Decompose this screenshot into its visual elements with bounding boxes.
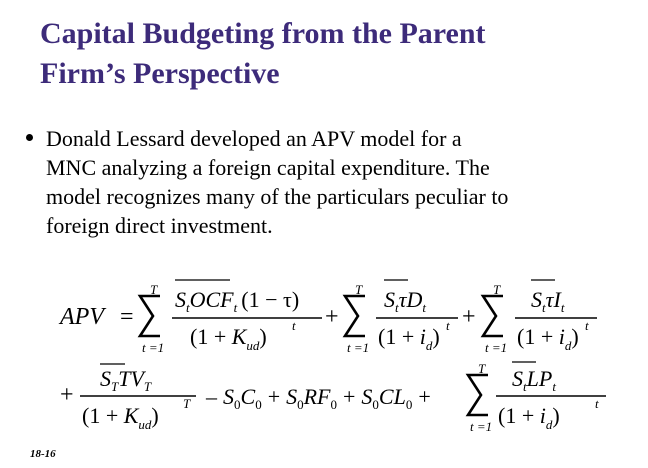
- term2-denominator: $(1 + i_d)$: [378, 324, 440, 353]
- bullet-line-2: MNC analyzing a foreign capital expenditure. The: [46, 155, 490, 180]
- middle-terms: – $S_0C_0 + S_0RF_0 + S_0CL_0$ +: [206, 384, 431, 412]
- bullet-line-4: foreign direct investment.: [46, 213, 273, 238]
- term3-numerator: $S_t\tau I_t$: [531, 287, 565, 315]
- term5-exponent: t: [595, 396, 599, 411]
- term2-numerator: $S_t\tau D_t$: [384, 287, 427, 315]
- sum3-lower: t =1: [485, 340, 508, 355]
- sum2-upper: T: [355, 282, 363, 297]
- equals-sign: =: [120, 304, 134, 330]
- plus-sign-3: +: [60, 382, 74, 408]
- term4-numerator: $S_TTV_T$: [100, 366, 152, 394]
- plus-sign-2: +: [462, 304, 476, 330]
- sum1-lower: t =1: [142, 340, 165, 355]
- term4-exponent: T: [183, 396, 191, 411]
- sum3-sigma-icon: [483, 296, 503, 336]
- term5-numerator: $S_tLP_t$: [512, 366, 556, 394]
- term1-exponent: t: [292, 318, 296, 333]
- apv-label: APV: [60, 304, 104, 330]
- term1-denominator: $(1 + K_{ud})$: [190, 324, 267, 353]
- sum1-sigma-icon: [140, 296, 160, 336]
- slide-number: 18-16: [30, 448, 56, 460]
- sum3-upper: T: [493, 282, 501, 297]
- term5-denominator: $(1 + i_d)$: [498, 403, 560, 432]
- term3-exponent: t: [585, 318, 589, 333]
- bullet-line-3: model recognizes many of the particulars peculiar to: [46, 184, 509, 209]
- plus-sign-1: +: [325, 304, 339, 330]
- sum2-sigma-icon: [345, 296, 365, 336]
- term4-denominator: $(1 + K_{ud})$: [82, 403, 159, 432]
- term2-exponent: t: [446, 318, 450, 333]
- title-line-2: Firm’s Perspective: [40, 57, 280, 90]
- sum2-lower: t =1: [347, 340, 370, 355]
- title-line-1: Capital Budgeting from the Parent: [40, 17, 486, 50]
- term3-denominator: $(1 + i_d)$: [517, 324, 579, 353]
- sum4-upper: T: [478, 361, 486, 376]
- sum1-upper: T: [150, 282, 158, 297]
- term1-numerator: $S_tOCF_t$ (1 − τ): [175, 287, 300, 315]
- bullet-line-1: Donald Lessard developed an APV model for a: [46, 126, 462, 151]
- sum4-sigma-icon: [468, 375, 488, 415]
- sum4-lower: t =1: [470, 419, 493, 434]
